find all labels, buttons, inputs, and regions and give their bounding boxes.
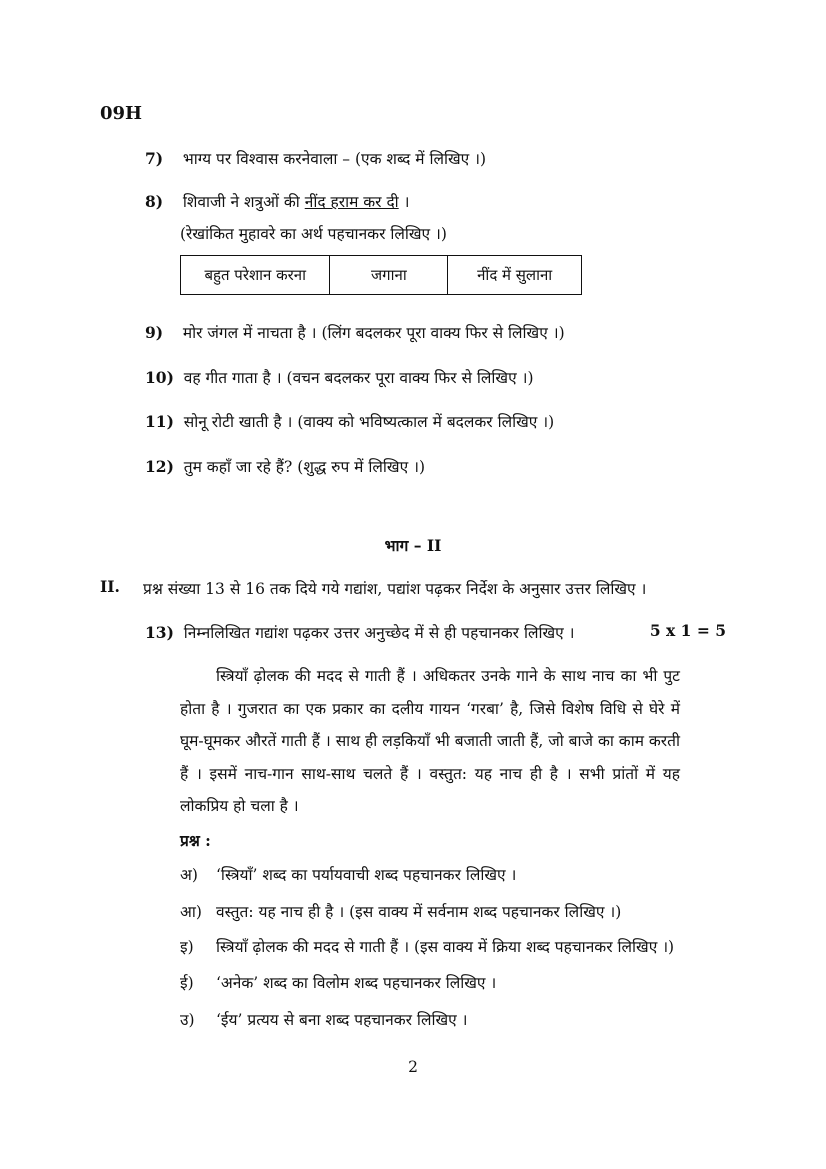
question-text: शिवाजी ने शत्रुओं की [182, 193, 305, 211]
subquestion-label: उ) [180, 1011, 195, 1029]
option-cell: नींद में सुलाना [448, 256, 582, 295]
section-instruction: प्रश्न संख्या 13 से 16 तक दिये गये गद्यांश, पद्यांश पढ़कर निर्देश के अनुसार उत्तर लिखिए । [143, 580, 647, 598]
question-number: 13) [145, 623, 174, 642]
question-12 [145, 455, 425, 477]
question-number: 9) [145, 323, 164, 342]
subquestion-text: वस्तुत: यह नाच ही है । (इस वाक्य में सर्वनाम शब्द पहचानकर लिखिए ।) [216, 903, 622, 921]
question-9 [145, 321, 565, 343]
paper-code: 09H [100, 103, 143, 124]
question-text: वह गीत गाता है । (वचन बदलकर पूरा वाक्य फिर से लिखिए ।) [183, 369, 534, 387]
question-text-end: । [398, 193, 410, 211]
subquestion-text: स्त्रियाँ ढ़ोलक की मदद से गाती हैं । (इस वाक्य में क्रिया शब्द पहचानकर लिखिए ।) [216, 938, 675, 956]
subquestion-text: ‘ईय’ प्रत्यय से बना शब्द पहचानकर लिखिए । [216, 1011, 468, 1029]
option-cell: बहुत परेशान करना [181, 256, 330, 295]
question-13 [145, 621, 575, 643]
subquestion-label: ई) [180, 974, 194, 992]
question-11 [145, 410, 554, 432]
question-text: सोनू रोटी खाती है । (वाक्य को भविष्यत्काल में बदलकर लिखिए ।) [183, 413, 555, 431]
option-cell: जगाना [330, 256, 448, 295]
question-number: 11) [145, 412, 174, 431]
question-number: 7) [145, 149, 164, 168]
question-text: भाग्य पर विश्वास करनेवाला – (एक शब्द में लिखिए ।) [182, 150, 487, 168]
question-text: मोर जंगल में नाचता है । (लिंग बदलकर पूरा वाक्य फिर से लिखिए ।) [182, 324, 565, 342]
subquestion-label: अ) [180, 866, 198, 884]
question-number: 8) [145, 192, 164, 211]
subquestion-label: आ) [180, 903, 202, 921]
marks-label: 5 x 1 = 5 [649, 621, 726, 640]
passage-text: स्त्रियाँ ढ़ोलक की मदद से गाती हैं । अधिकतर उनके गाने के साथ नाच का भी पुट होता है । गुजरात का एक प्रकार का दलीय गायन ‘गरबा’ है, जिसे विशेष विधि से घेरे में घूम-घूमकर औरतें गाती हैं । साथ ही लड़कियाँ भी बजाती जाती हैं, जो बाजे का काम करती हैं । इसमें नाच-गान साथ-साथ चलते हैं । वस्तुत: यह नाच ही है । सभी प्रांतों में यह लोकप्रिय हो चला है । [180, 667, 680, 815]
question-number: 12) [145, 457, 174, 476]
question-7 [145, 147, 486, 169]
underlined-idiom: नींद हराम कर दी [304, 193, 399, 211]
question-10 [145, 366, 534, 388]
section-number: II. [100, 577, 120, 596]
part-heading: भाग – II [384, 536, 442, 555]
subquestion-label: इ) [180, 938, 194, 956]
question-8-instruction: (रेखांकित मुहावरे का अर्थ पहचानकर लिखिए ।) [180, 225, 447, 243]
question-text: तुम कहाँ जा रहे हैं? (शुद्ध रुप में लिखिए ।) [183, 458, 426, 476]
subquestion-text: ‘अनेक’ शब्द का विलोम शब्द पहचानकर लिखिए । [216, 974, 497, 992]
question-text: निम्नलिखित गद्यांश पढ़कर उत्तर अनुच्छेद में से ही पहचानकर लिखिए । [183, 624, 575, 642]
question-number: 10) [145, 368, 174, 387]
question-8 [145, 190, 410, 212]
page-number: 2 [408, 1058, 418, 1076]
questions-heading: प्रश्न : [180, 831, 211, 850]
subquestion-text: ‘स्त्रियाँ’ शब्द का पर्यायवाची शब्द पहचानकर लिखिए । [216, 866, 517, 884]
options-table [180, 255, 582, 295]
